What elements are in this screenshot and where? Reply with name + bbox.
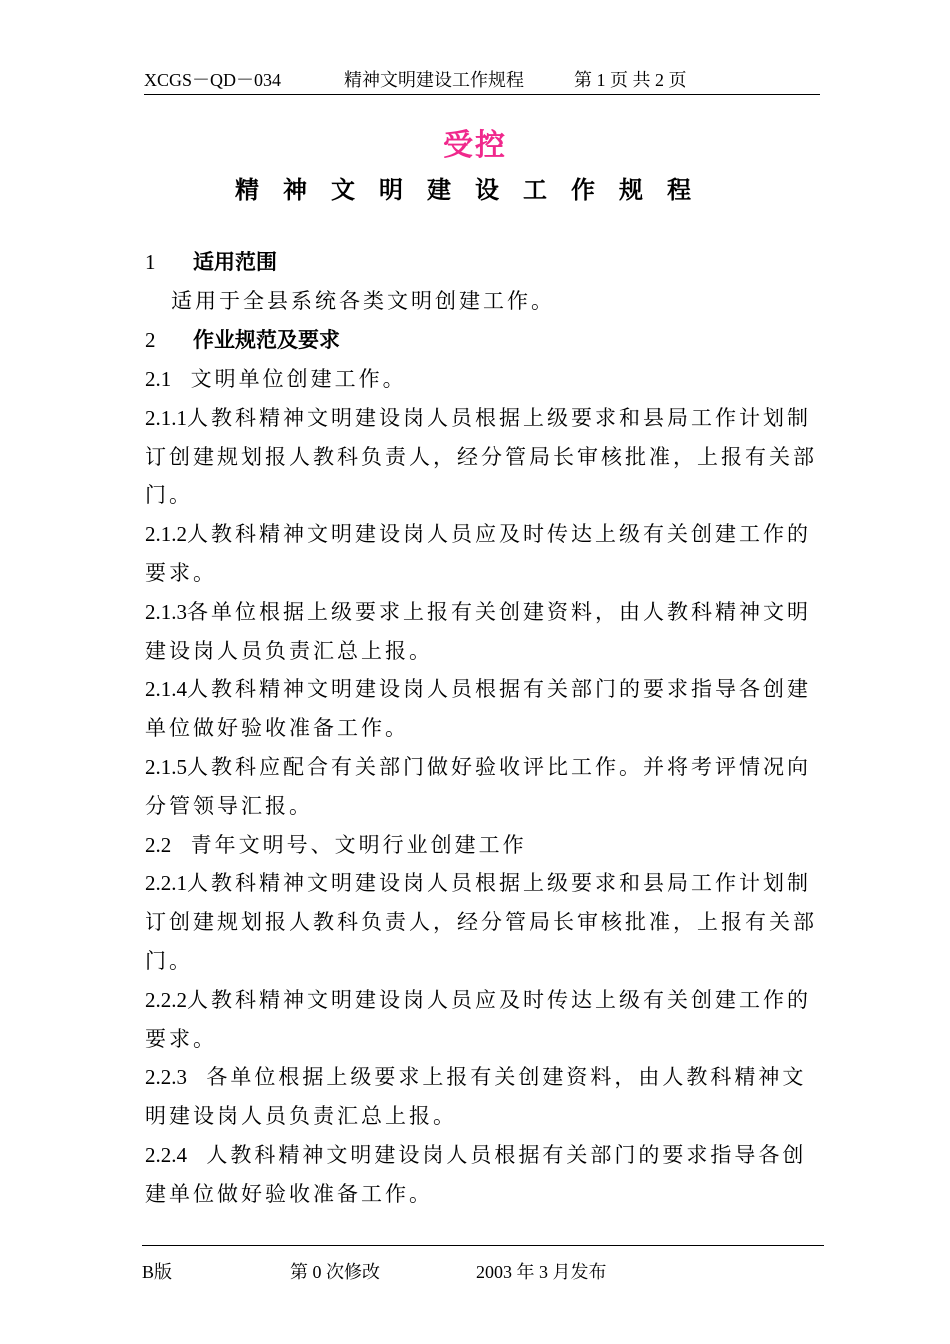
- section-title: 适用范围: [193, 250, 277, 274]
- section-heading-1: [145, 243, 277, 281]
- document-code: XCGS－QD－034: [144, 70, 282, 90]
- clause-continuation: [145, 438, 817, 476]
- clause-number: 2.1.1: [145, 405, 187, 430]
- clause-continuation: [145, 632, 433, 670]
- clause-text: 建设岗人员负责汇总上报。: [145, 638, 433, 663]
- clause-line: [145, 981, 811, 1019]
- clause-text: 人教科精神文明建设岗人员应及时传达上级有关创建工作的: [187, 987, 811, 1012]
- clause-text: 人教科精神文明建设岗人员根据上级要求和县局工作计划制: [187, 405, 811, 430]
- clause-number: 2.1.3: [145, 599, 187, 624]
- clause-number: 2.1: [145, 367, 172, 391]
- clause-line: [145, 399, 811, 437]
- clause-text: 建单位做好验收准备工作。: [145, 1181, 433, 1206]
- clause-text: 人教科精神文明建设岗人员根据有关部门的要求指导各创: [187, 1143, 807, 1167]
- clause-text: 分管领导汇报。: [145, 793, 313, 818]
- clause-line: [145, 360, 407, 398]
- clause-line: [145, 1136, 806, 1174]
- clause-text: 订创建规划报人教科负责人，经分管局长审核批准，上报有关部: [145, 910, 817, 935]
- clause-text: 要求。: [145, 1026, 217, 1051]
- version-label: B版: [142, 1262, 173, 1282]
- clause-text: 文明单位创建工作。: [171, 367, 407, 391]
- revision-label: 第 0 次修改: [290, 1262, 380, 1282]
- clause-text: 青年文明号、文明行业创建工作: [171, 832, 527, 857]
- document-title: 精神文明建设工作规程: [235, 176, 715, 204]
- clause-text: 人教科精神文明建设岗人员根据有关部门的要求指导各创建: [187, 677, 811, 702]
- page-info: 第 1 页 共 2 页: [574, 70, 687, 90]
- clause-continuation: [145, 1175, 433, 1213]
- clause-continuation: [145, 903, 817, 941]
- clause-text: 人教科应配合有关部门做好验收评比工作。并将考评情况向: [187, 755, 811, 779]
- clause-line: [145, 1058, 806, 1096]
- clause-text: 人教科精神文明建设岗人员根据上级要求和县局工作计划制: [187, 871, 811, 896]
- clause-text: 要求。: [145, 561, 217, 585]
- clause-number: 2.2.1: [145, 871, 187, 896]
- clause-line: [145, 864, 811, 902]
- clause-continuation: [145, 787, 313, 825]
- clause-number: 2.2.4: [145, 1143, 187, 1167]
- clause-text: 订创建规划报人教科负责人，经分管局长审核批准，上报有关部: [145, 444, 817, 469]
- clause-number: 2.2.3: [145, 1065, 187, 1090]
- clause-line: [145, 826, 527, 864]
- section-title: 作业规范及要求: [193, 328, 340, 352]
- page-header: [144, 64, 820, 95]
- clause-number: 2.1.2: [145, 522, 187, 547]
- clause-continuation: [145, 554, 217, 592]
- clause-number: 2.2.2: [145, 987, 187, 1012]
- section-heading-2: [145, 321, 340, 359]
- clause-text: 单位做好验收准备工作。: [145, 716, 409, 741]
- clause-line: [145, 593, 811, 631]
- clause-continuation: [145, 709, 409, 747]
- section-1-body: 适用于全县系统各类文明创建工作。: [171, 289, 555, 313]
- clause-text: 各单位根据上级要求上报有关创建资料，由人教科精神文明: [187, 599, 811, 624]
- clause-continuation: [145, 942, 193, 980]
- clause-text: 各单位根据上级要求上报有关创建资料，由人教科精神文: [187, 1065, 807, 1090]
- clause-text: 门。: [145, 483, 193, 508]
- section-number: 1: [145, 250, 156, 274]
- clause-continuation: [145, 1020, 217, 1058]
- clause-line: [145, 748, 811, 786]
- clause-text: 门。: [145, 949, 193, 973]
- clause-number: 2.1.4: [145, 677, 187, 702]
- clause-text: 明建设岗人员负责汇总上报。: [145, 1104, 457, 1129]
- page-footer: [142, 1245, 824, 1282]
- clause-line: [145, 515, 811, 553]
- header-title: 精神文明建设工作规程: [344, 70, 524, 90]
- section-number: 2: [145, 328, 156, 352]
- clause-number: 2.2: [145, 832, 172, 857]
- clause-continuation: [145, 476, 193, 514]
- clause-text: 人教科精神文明建设岗人员应及时传达上级有关创建工作的: [187, 522, 811, 547]
- controlled-stamp: 受控: [443, 128, 507, 163]
- clause-line: [145, 670, 811, 708]
- clause-continuation: [145, 1097, 457, 1135]
- clause-number: 2.1.5: [145, 755, 187, 779]
- release-date: 2003 年 3 月发布: [476, 1262, 607, 1282]
